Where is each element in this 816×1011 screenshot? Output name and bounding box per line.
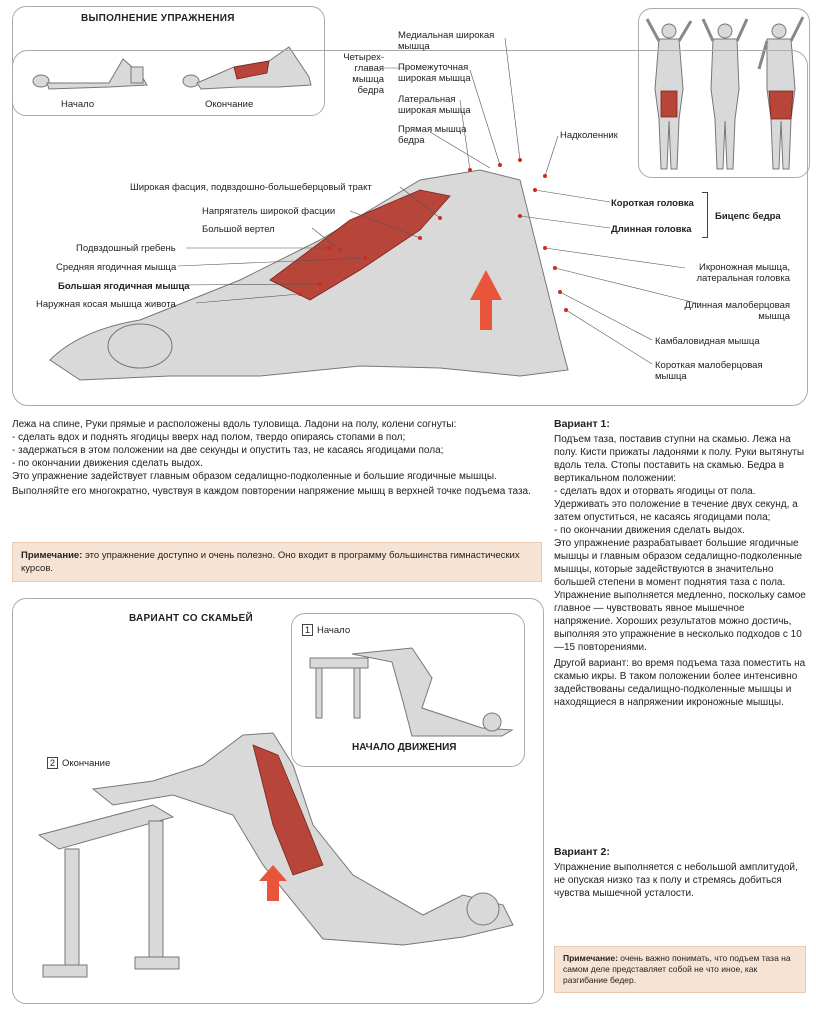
note-text: это упражнение доступно и очень полезно. Оно входит в программу большинства гимнастических курсов.: [21, 550, 520, 574]
note-label: Примечание:: [563, 953, 618, 963]
variant1-p1: Подъем таза, поставив ступни на скамью. Лежа на полу. Кисти прижаты ладонями к полу. Руки вытянуты вдоль тела. Стопы поставить на скамью. Бедра в вертикальном положении:: [554, 434, 805, 484]
panel-title: ВЫПОЛНЕНИЕ УПРАЖНЕНИЯ: [81, 13, 235, 24]
step1-label: Начало: [317, 625, 351, 636]
instructions-intro: Лежа на спине, Руки прямые и расположены вдоль туловища. Ладони на полу, колени согнуты:: [12, 419, 457, 430]
step1-caption: [302, 624, 350, 636]
note-label: Примечание:: [21, 550, 83, 561]
label-iliac-crest: Подвздошный гребень: [76, 243, 176, 254]
head: [467, 893, 499, 925]
label-quadriceps: Четырех- главая мышца бедра: [343, 52, 384, 96]
label-biceps-short-head: Короткая головка: [611, 198, 694, 209]
label-fascia-lata: Широкая фасция, подвздошно-большеберцовый тракт: [130, 182, 372, 193]
label-peroneus-longus: Длинная малоберцовая мышца: [684, 300, 790, 322]
bench-leg: [65, 849, 79, 969]
label-tensor-fascia: Напрягатель широкой фасции: [202, 206, 336, 217]
variant1-block: [554, 418, 806, 709]
label-vastus-intermedius: Промежуточная широкая мышца: [398, 62, 471, 84]
label-external-oblique: Наружная косая мышца живота: [36, 299, 176, 310]
note-box-2: [554, 946, 806, 993]
leader-lines: [0, 0, 816, 410]
step1-number: 1: [302, 624, 313, 636]
instructions-block: [12, 418, 542, 498]
bench-panel-title: ВАРИАНТ СО СКАМЬЕЙ: [129, 613, 253, 624]
note-text: очень важно понимать, что подъем таза на самом деле представляет собой не что иное, как разгибание бедер.: [563, 953, 791, 985]
variant1-p2: Это упражнение разрабатывает большие ягодичные мышцы и главным образом седалищно-подколенные мышцы, которые задействуются в значительно большей степени в момент поднятия таза с пола. Упражнение выполняется медленно, поскольку самое главное — чувствовать явное мышечное напряжение. Хороших результатов можно достичь, выполняя это упражнение в несколько подходов с 10—15 повторениями.: [554, 538, 806, 653]
instruction-step: - задержаться в этом положении на две секунды и опустить таз, не касаясь ягодицами пола;: [12, 444, 542, 457]
bench-leg: [149, 821, 163, 961]
label-gluteus-maximus: Большая ягодичная мышца: [58, 281, 190, 292]
label-patella: Надколенник: [560, 130, 618, 141]
instruction-step: - сделать вдох и поднять ягодицы вверх над полом, твердо опираясь стопами в пол;: [12, 431, 542, 444]
instructions-p3: Выполняйте его многократно, чувствуя в каждом повторении напряжение мышц в верхней точке подъема таза.: [12, 486, 531, 497]
label-vastus-lateralis: Латеральная широкая мышца: [398, 94, 471, 116]
label-gastrocnemius: Икроножная мышца, латеральная головка: [696, 262, 790, 284]
end-label: Окончание: [205, 99, 254, 110]
variant1-step: - по окончании движения сделать выдох.: [554, 524, 806, 537]
start-movement-label: НАЧАЛО ДВИЖЕНИЯ: [352, 742, 457, 753]
label-soleus: Камбаловидная мышца: [655, 336, 760, 347]
variant1-p3: Другой вариант: во время подъема таза поместить на скамью икры. В таком положении более интенсивно задействованы седалищно-подколенные мышцы и находящиеся в напряжении икроножные мышцы.: [554, 658, 806, 708]
instructions-p2: Это упражнение задействует главным образом седалищно-подколенные и большие ягодичные мышцы.: [12, 471, 497, 482]
variant2-title: Вариант 2:: [554, 846, 610, 858]
label-gluteus-medius: Средняя ягодичная мышца: [56, 262, 177, 273]
variant2-p1: Упражнение выполняется с небольшой амплитудой, не опуская низко таз к полу и стремясь добиться чувства мышечной усталости.: [554, 862, 798, 899]
variant1-step: - сделать вдох и оторвать ягодицы от пола. Удерживать это положение в течение двух секунд, а затем опуститься, не касаясь ягодицами пола;: [554, 485, 806, 524]
label-greater-trochanter: Большой вертел: [202, 224, 275, 235]
label-vastus-medialis: Медиальная широкая мышца: [398, 30, 495, 52]
label-biceps-femoris: Бицепс бедра: [715, 211, 781, 222]
label-biceps-long-head: Длинная головка: [611, 224, 692, 235]
variant1-title: Вариант 1:: [554, 418, 610, 430]
label-rectus-femoris: Прямая мышца бедра: [398, 124, 467, 146]
step2-label: Окончание: [62, 758, 111, 769]
step2-number: 2: [47, 757, 58, 769]
variant2-block: [554, 846, 806, 900]
end-bench-figure: [23, 725, 533, 995]
start-bench-figure: [302, 638, 516, 738]
instruction-step: - по окончании движения сделать выдох.: [12, 457, 542, 470]
label-peroneus-brevis: Короткая малоберцовая мышца: [655, 360, 763, 382]
bench-variant-panel: [12, 598, 544, 1004]
start-label: Начало: [61, 99, 95, 110]
note-box-1: [12, 542, 542, 582]
